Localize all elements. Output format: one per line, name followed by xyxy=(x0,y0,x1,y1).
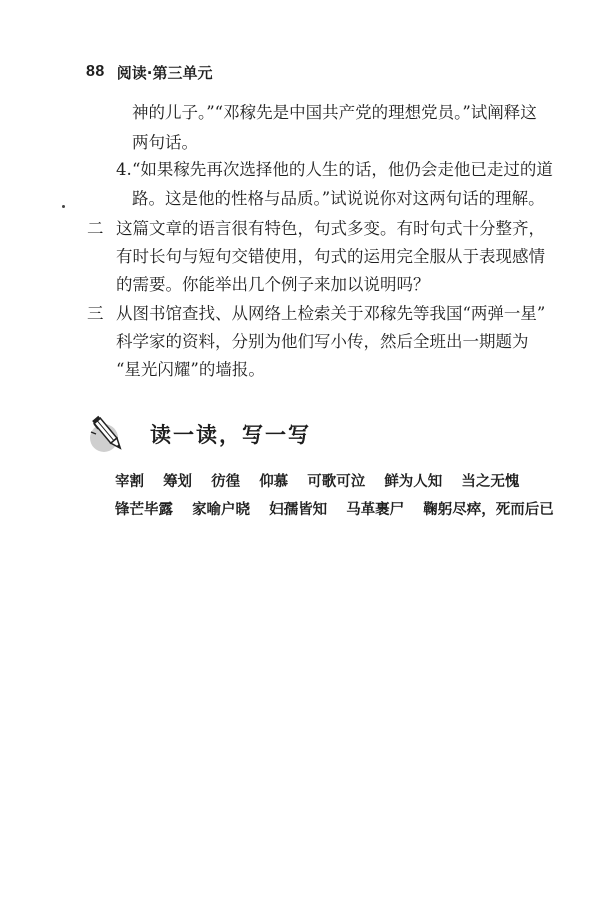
vocabulary-word: 马革裹尸 xyxy=(346,502,405,518)
section-number: 二 xyxy=(87,219,104,238)
vocabulary-word: 当之无愧 xyxy=(461,474,520,490)
read-write-title: 读一读，写一写 xyxy=(150,423,311,447)
text-line: 的需要。你能举出几个例子来加以说明吗？ xyxy=(116,275,430,294)
vocabulary-word: 鲜为人知 xyxy=(384,474,443,490)
text-line: 有时长句与短句交错使用，句式的运用完全服从于表现感情 xyxy=(116,247,545,266)
vocabulary-row-1 xyxy=(115,472,519,492)
vocabulary-word: 彷徨 xyxy=(211,474,241,490)
text-line: 科学家的资料，分别为他们写小传，然后全班出一期题为 xyxy=(116,332,529,351)
pencil-icon xyxy=(86,412,130,456)
vocabulary-word: 鞠躬尽瘁，死而后已 xyxy=(423,502,554,518)
text-line: 两句话。 xyxy=(132,133,198,152)
text-line: 这篇文章的语言很有特色，句式多变。有时句式十分整齐， xyxy=(116,219,545,238)
vocabulary-word: 仰慕 xyxy=(259,474,289,490)
vocabulary-word: 家喻户晓 xyxy=(192,502,251,518)
running-title: 阅读·第三单元 xyxy=(116,63,213,82)
section-number: 三 xyxy=(87,304,104,323)
vocabulary-word: 筹划 xyxy=(163,474,193,490)
vocabulary-row-2 xyxy=(115,500,554,520)
page-header xyxy=(86,60,213,84)
text-line: “星光闪耀”的墙报。 xyxy=(116,360,265,379)
vocabulary-word: 锋芒毕露 xyxy=(115,502,173,518)
text-line: 从图书馆查找、从网络上检索关于邓稼先等我国“两弹一星” xyxy=(116,304,546,323)
vocabulary-word: 妇孺皆知 xyxy=(269,502,328,518)
text-line: 神的儿子。”“邓稼先是中国共产党的理想党员。”试阐释这 xyxy=(132,103,537,122)
read-write-heading xyxy=(86,412,311,456)
vocabulary-word: 可歌可泣 xyxy=(307,474,366,490)
page-number: 88 xyxy=(86,63,105,80)
text-line: “如果稼先再次选择他的人生的话，他仍会走他已走过的道 xyxy=(132,160,553,179)
text-line: 路。这是他的性格与品质。”试说说你对这两句话的理解。 xyxy=(132,189,545,208)
vocabulary-word: 宰割 xyxy=(115,474,144,490)
question-number: 4. xyxy=(116,160,132,179)
print-speck xyxy=(62,205,65,208)
